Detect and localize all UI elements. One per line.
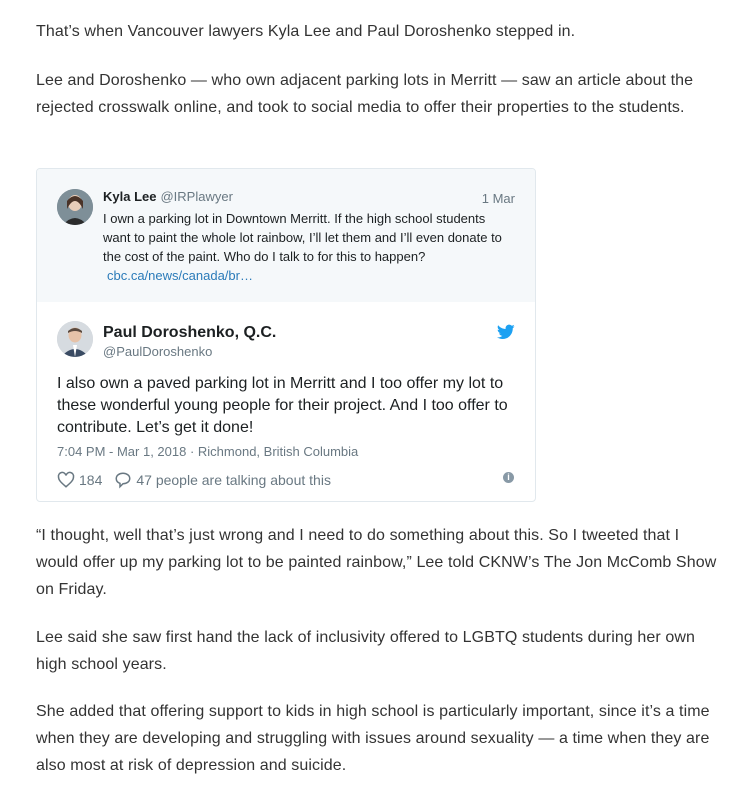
article-paragraph-1: That’s when Vancouver lawyers Kyla Lee and Paul Doroshenko stepped in. <box>36 23 576 40</box>
quoted-text <box>103 209 513 285</box>
tweet-text: I also own a paved parking lot in Merritt and I too offer my lot to these wonderful young people for their project. And I too offer to contribute. Let’s get it done! <box>57 375 508 436</box>
speech-bubble-icon[interactable] <box>114 471 132 489</box>
quoted-link[interactable]: cbc.ca/news/canada/br… <box>107 268 253 283</box>
quoted-author-handle[interactable]: @IRPlawyer <box>160 189 233 204</box>
paul-doroshenko-avatar[interactable] <box>57 321 93 357</box>
article-paragraph-4: Lee said she saw first hand the lack of inclusivity offered to LGBTQ students during her own high school years. <box>36 629 696 673</box>
tweet-author-name[interactable]: Paul Doroshenko, Q.C. <box>103 324 277 341</box>
quoted-tweet[interactable] <box>37 169 535 302</box>
heart-icon[interactable] <box>57 471 75 489</box>
tweet-meta[interactable]: 7:04 PM - Mar 1, 2018 · Richmond, British Columbia <box>57 444 359 459</box>
talking-count[interactable]: 47 people are talking about this <box>136 472 331 488</box>
twitter-bird-icon[interactable] <box>497 324 515 340</box>
article-paragraph-3: “I thought, well that’s just wrong and I need to do something about this. So I tweeted that I would offer up my parking lot to be painted rainbow,” Lee told CKNW’s The Jon McComb Show on Friday. <box>36 527 717 598</box>
info-icon[interactable]: i <box>503 472 514 483</box>
quoted-text-body: I own a parking lot in Downtown Merritt. If the high school students want to paint the whole lot rainbow, I’ll let them and I’ll even donate to the cost of the paint. Who do I talk to for this to happen? <box>103 211 502 264</box>
tweet-actions <box>57 471 331 489</box>
quoted-date[interactable]: 1 Mar <box>481 191 515 206</box>
article-paragraph-2: Lee and Doroshenko — who own adjacent parking lots in Merritt — saw an article about the rejected crosswalk online, and took to social media to offer their properties to the students. <box>36 72 694 116</box>
quoted-author-name[interactable]: Kyla Lee <box>103 189 157 204</box>
kyla-lee-avatar[interactable] <box>57 189 93 225</box>
article-paragraph-5: She added that offering support to kids in high school is particularly important, since it’s a time when they are developing and struggling with issues around sexuality — a time when they are also most at risk of depression and suicide. <box>36 703 710 774</box>
like-count[interactable]: 184 <box>79 472 103 488</box>
embedded-tweet[interactable] <box>36 168 536 502</box>
tweet-author-handle[interactable]: @PaulDoroshenko <box>103 344 213 359</box>
quoted-author[interactable] <box>103 189 233 204</box>
